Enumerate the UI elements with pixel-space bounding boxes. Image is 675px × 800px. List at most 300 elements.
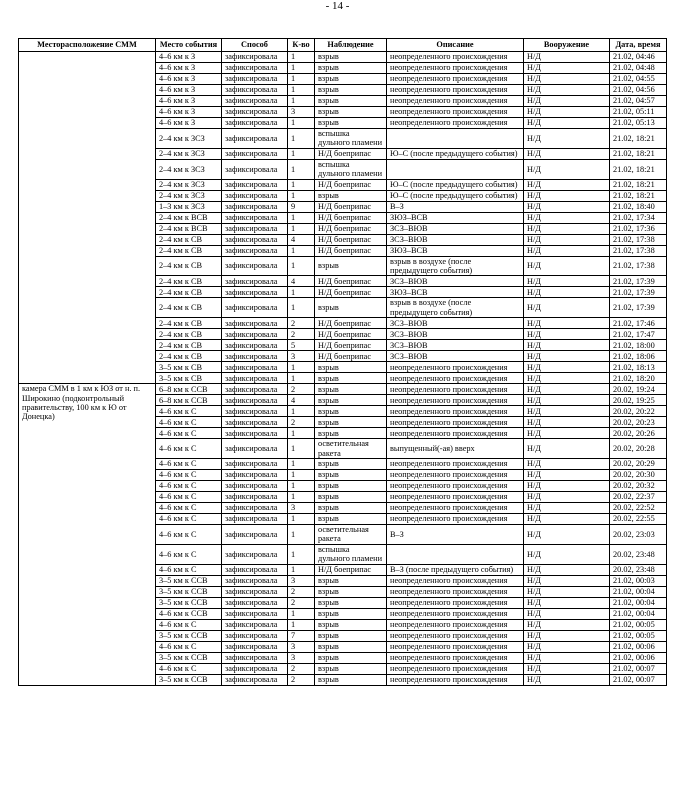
event-place-cell: 4–6 км к С [156,470,222,481]
weapons-cell: Н/Д [524,223,610,234]
count-cell: 1 [288,212,315,223]
weapons-cell: Н/Д [524,630,610,641]
description-cell: взрыв в воздухе (после предыдущего события) [387,298,524,318]
count-cell: 3 [288,107,315,118]
datetime-cell: 20.02, 19:25 [610,395,667,406]
event-place-cell: 2–4 км к СВ [156,276,222,287]
method-cell: зафиксировала [222,129,288,149]
location-cell: камера СММ в 1 км к ЮЗ от н. п. Широкино (подконтрольный правительству, 100 км к Ю от Донецка) [19,384,156,685]
count-cell: 1 [288,245,315,256]
datetime-cell: 20.02, 20:22 [610,406,667,417]
weapons-cell: Н/Д [524,298,610,318]
description-cell: неопределенного происхождения [387,652,524,663]
event-place-cell: 4–6 км к С [156,503,222,514]
observation-cell: взрыв [315,597,387,608]
count-cell: 1 [288,223,315,234]
description-cell: неопределенного происхождения [387,663,524,674]
description-cell [387,129,524,149]
event-place-cell: 6–8 км к ССВ [156,395,222,406]
event-place-cell: 4–6 км к З [156,118,222,129]
weapons-cell: Н/Д [524,329,610,340]
weapons-cell: Н/Д [524,514,610,525]
observation-cell: вспышка дульного пламени [315,544,387,564]
description-cell: неопределенного происхождения [387,608,524,619]
method-cell: зафиксировала [222,525,288,545]
weapons-cell: Н/Д [524,190,610,201]
observation-cell: взрыв [315,118,387,129]
description-cell: выпущенный(-ая) вверх [387,439,524,459]
weapons-cell: Н/Д [524,96,610,107]
count-cell: 2 [288,417,315,428]
method-cell: зафиксировала [222,575,288,586]
description-cell: ЗСЗ–ВЮВ [387,351,524,362]
count-cell: 2 [288,674,315,685]
datetime-cell: 21.02, 04:48 [610,63,667,74]
weapons-cell: Н/Д [524,373,610,384]
observation-cell: взрыв [315,406,387,417]
observation-cell: вспышка дульного пламени [315,129,387,149]
event-place-cell: 3–5 км к ССВ [156,586,222,597]
event-place-cell: 4–6 км к ССВ [156,608,222,619]
description-cell: В–З [387,525,524,545]
weapons-cell: Н/Д [524,287,610,298]
count-cell: 4 [288,395,315,406]
col-header-count: К-во [288,39,315,52]
event-place-cell: 4–6 км к С [156,544,222,564]
observation-cell: взрыв [315,384,387,395]
method-cell: зафиксировала [222,159,288,179]
datetime-cell: 21.02, 00:04 [610,597,667,608]
observation-cell: вспышка дульного пламени [315,159,387,179]
datetime-cell: 21.02, 00:05 [610,619,667,630]
count-cell: 3 [288,652,315,663]
method-cell: зафиксировала [222,256,288,276]
observation-cell: Н/Д боеприпас [315,287,387,298]
description-cell: неопределенного происхождения [387,52,524,63]
count-cell: 1 [288,118,315,129]
description-cell: Ю–С (после предыдущего события) [387,148,524,159]
observation-cell: взрыв [315,492,387,503]
method-cell: зафиксировала [222,417,288,428]
datetime-cell: 21.02, 17:39 [610,276,667,287]
weapons-cell: Н/Д [524,179,610,190]
count-cell: 1 [288,373,315,384]
datetime-cell: 21.02, 18:21 [610,148,667,159]
observation-cell: взрыв [315,373,387,384]
event-place-cell: 4–6 км к С [156,428,222,439]
method-cell: зафиксировала [222,318,288,329]
event-place-cell: 2–4 км к СВ [156,298,222,318]
observation-cell: взрыв [315,417,387,428]
weapons-cell: Н/Д [524,481,610,492]
description-cell: неопределенного происхождения [387,470,524,481]
method-cell: зафиксировала [222,608,288,619]
description-cell: неопределенного происхождения [387,406,524,417]
observation-cell: взрыв [315,85,387,96]
method-cell: зафиксировала [222,619,288,630]
observation-cell: взрыв [315,674,387,685]
datetime-cell: 21.02, 04:46 [610,52,667,63]
description-cell: неопределенного происхождения [387,459,524,470]
location-cell [19,52,156,384]
description-cell: ЗСЗ–ВЮВ [387,223,524,234]
description-cell: взрыв в воздухе (после предыдущего события) [387,256,524,276]
observation-cell: взрыв [315,459,387,470]
event-place-cell: 2–4 км к ЗСЗ [156,179,222,190]
count-cell: 7 [288,630,315,641]
table-header-row [19,39,667,52]
event-place-cell: 2–4 км к ВСВ [156,223,222,234]
datetime-cell: 21.02, 18:21 [610,179,667,190]
observation-cell: Н/Д боеприпас [315,351,387,362]
count-cell: 1 [288,514,315,525]
count-cell: 1 [288,63,315,74]
datetime-cell: 20.02, 22:52 [610,503,667,514]
description-cell: неопределенного происхождения [387,586,524,597]
datetime-cell: 21.02, 00:06 [610,652,667,663]
observation-cell: Н/Д боеприпас [315,340,387,351]
count-cell: 1 [288,148,315,159]
event-place-cell: 2–4 км к ВСВ [156,212,222,223]
count-cell: 3 [288,575,315,586]
datetime-cell: 20.02, 23:48 [610,564,667,575]
observation-cell: взрыв [315,586,387,597]
description-cell: неопределенного происхождения [387,74,524,85]
count-cell: 1 [288,492,315,503]
datetime-cell: 21.02, 00:07 [610,674,667,685]
observation-cell: взрыв [315,641,387,652]
description-cell: В–З [387,201,524,212]
datetime-cell: 20.02, 20:28 [610,439,667,459]
datetime-cell: 21.02, 18:13 [610,362,667,373]
weapons-cell: Н/Д [524,439,610,459]
observation-cell: Н/Д боеприпас [315,179,387,190]
count-cell: 1 [288,608,315,619]
observation-cell: Н/Д боеприпас [315,318,387,329]
count-cell: 1 [288,74,315,85]
weapons-cell: Н/Д [524,544,610,564]
observation-cell: взрыв [315,256,387,276]
count-cell: 1 [288,481,315,492]
count-cell: 1 [288,470,315,481]
event-place-cell: 4–6 км к З [156,63,222,74]
description-cell: неопределенного происхождения [387,118,524,129]
weapons-cell: Н/Д [524,74,610,85]
observation-cell: взрыв [315,63,387,74]
method-cell: зафиксировала [222,597,288,608]
count-cell: 1 [288,129,315,149]
method-cell: зафиксировала [222,190,288,201]
datetime-cell: 21.02, 00:03 [610,575,667,586]
col-header-weapons: Вооружение [524,39,610,52]
event-place-cell: 4–6 км к З [156,74,222,85]
count-cell: 1 [288,564,315,575]
count-cell: 1 [288,85,315,96]
method-cell: зафиксировала [222,329,288,340]
method-cell: зафиксировала [222,652,288,663]
event-place-cell: 1–3 км к ЗСЗ [156,201,222,212]
method-cell: зафиксировала [222,663,288,674]
count-cell: 4 [288,234,315,245]
col-header-datetime: Дата, время [610,39,667,52]
method-cell: зафиксировала [222,373,288,384]
datetime-cell: 21.02, 17:38 [610,245,667,256]
table-row [19,52,667,63]
weapons-cell: Н/Д [524,641,610,652]
datetime-cell: 20.02, 19:24 [610,384,667,395]
method-cell: зафиксировала [222,586,288,597]
event-place-cell: 4–6 км к С [156,439,222,459]
datetime-cell: 21.02, 05:11 [610,107,667,118]
event-place-cell: 2–4 км к СВ [156,340,222,351]
description-cell: ЗЮЗ–ВСВ [387,212,524,223]
datetime-cell: 21.02, 17:38 [610,234,667,245]
event-place-cell: 4–6 км к З [156,107,222,118]
datetime-cell: 21.02, 18:21 [610,129,667,149]
method-cell: зафиксировала [222,406,288,417]
col-header-description: Описание [387,39,524,52]
observation-cell: взрыв [315,107,387,118]
weapons-cell: Н/Д [524,107,610,118]
description-cell: неопределенного происхождения [387,674,524,685]
method-cell: зафиксировала [222,428,288,439]
weapons-cell: Н/Д [524,256,610,276]
event-place-cell: 4–6 км к С [156,417,222,428]
method-cell: зафиксировала [222,223,288,234]
weapons-cell: Н/Д [524,118,610,129]
method-cell: зафиксировала [222,276,288,287]
method-cell: зафиксировала [222,74,288,85]
observation-cell: Н/Д боеприпас [315,201,387,212]
event-place-cell: 3–5 км к ССВ [156,674,222,685]
datetime-cell: 20.02, 23:48 [610,544,667,564]
datetime-cell: 21.02, 17:47 [610,329,667,340]
description-cell: неопределенного происхождения [387,641,524,652]
event-place-cell: 3–5 км к СВ [156,362,222,373]
description-cell: неопределенного происхождения [387,63,524,74]
datetime-cell: 21.02, 18:21 [610,159,667,179]
description-cell: ЗСЗ–ВЮВ [387,329,524,340]
count-cell: 5 [288,340,315,351]
method-cell: зафиксировала [222,85,288,96]
count-cell: 1 [288,287,315,298]
weapons-cell: Н/Д [524,608,610,619]
count-cell: 1 [288,190,315,201]
method-cell: зафиксировала [222,362,288,373]
weapons-cell: Н/Д [524,245,610,256]
event-place-cell: 2–4 км к СВ [156,351,222,362]
description-cell: ЗЮЗ–ВСВ [387,245,524,256]
observation-cell: взрыв [315,96,387,107]
observation-cell: взрыв [315,428,387,439]
observation-cell: взрыв [315,52,387,63]
datetime-cell: 21.02, 04:57 [610,96,667,107]
method-cell: зафиксировала [222,503,288,514]
event-place-cell: 2–4 км к СВ [156,256,222,276]
datetime-cell: 21.02, 17:39 [610,287,667,298]
datetime-cell: 21.02, 17:46 [610,318,667,329]
event-place-cell: 4–6 км к С [156,514,222,525]
count-cell: 4 [288,276,315,287]
method-cell: зафиксировала [222,96,288,107]
datetime-cell: 21.02, 17:39 [610,298,667,318]
method-cell: зафиксировала [222,298,288,318]
method-cell: зафиксировала [222,148,288,159]
observation-cell: взрыв [315,514,387,525]
count-cell: 3 [288,503,315,514]
weapons-cell: Н/Д [524,52,610,63]
description-cell: Ю–С (после предыдущего события) [387,179,524,190]
count-cell: 1 [288,406,315,417]
event-place-cell: 2–4 км к ЗСЗ [156,148,222,159]
count-cell: 1 [288,619,315,630]
observation-cell: Н/Д боеприпас [315,245,387,256]
observation-cell: Н/Д боеприпас [315,212,387,223]
count-cell: 1 [288,544,315,564]
method-cell: зафиксировала [222,470,288,481]
observation-cell: взрыв [315,630,387,641]
event-place-cell: 2–4 км к СВ [156,329,222,340]
observation-cell: Н/Д боеприпас [315,148,387,159]
weapons-cell: Н/Д [524,525,610,545]
count-cell: 2 [288,586,315,597]
weapons-cell: Н/Д [524,459,610,470]
datetime-cell: 20.02, 20:26 [610,428,667,439]
observation-cell: взрыв [315,190,387,201]
observation-cell: взрыв [315,481,387,492]
method-cell: зафиксировала [222,212,288,223]
weapons-cell: Н/Д [524,318,610,329]
description-cell: неопределенного происхождения [387,481,524,492]
event-place-cell: 3–5 км к ССВ [156,575,222,586]
method-cell: зафиксировала [222,384,288,395]
event-place-cell: 2–4 км к ЗСЗ [156,190,222,201]
event-place-cell: 4–6 км к С [156,525,222,545]
event-place-cell: 3–5 км к ССВ [156,652,222,663]
datetime-cell: 21.02, 05:13 [610,118,667,129]
datetime-cell: 21.02, 18:00 [610,340,667,351]
observation-cell: взрыв [315,608,387,619]
count-cell: 1 [288,96,315,107]
weapons-cell: Н/Д [524,470,610,481]
weapons-cell: Н/Д [524,586,610,597]
weapons-cell: Н/Д [524,362,610,373]
description-cell: ЗСЗ–ВЮВ [387,234,524,245]
weapons-cell: Н/Д [524,148,610,159]
observation-cell: осветительная ракета [315,439,387,459]
count-cell: 1 [288,362,315,373]
count-cell: 1 [288,459,315,470]
event-place-cell: 3–5 км к ССВ [156,630,222,641]
table-row [19,384,667,395]
col-header-event-place: Место события [156,39,222,52]
datetime-cell: 20.02, 20:30 [610,470,667,481]
description-cell: неопределенного происхождения [387,417,524,428]
observation-cell: осветительная ракета [315,525,387,545]
method-cell: зафиксировала [222,52,288,63]
datetime-cell: 21.02, 00:06 [610,641,667,652]
datetime-cell: 21.02, 00:07 [610,663,667,674]
weapons-cell: Н/Д [524,340,610,351]
weapons-cell: Н/Д [524,663,610,674]
method-cell: зафиксировала [222,107,288,118]
count-cell: 1 [288,439,315,459]
observation-cell: взрыв [315,663,387,674]
observation-cell: взрыв [315,74,387,85]
method-cell: зафиксировала [222,674,288,685]
event-place-cell: 2–4 км к СВ [156,234,222,245]
description-cell [387,159,524,179]
event-place-cell: 2–4 км к СВ [156,318,222,329]
weapons-cell: Н/Д [524,575,610,586]
event-place-cell: 4–6 км к З [156,85,222,96]
datetime-cell: 20.02, 22:55 [610,514,667,525]
event-place-cell: 4–6 км к С [156,641,222,652]
event-place-cell: 2–4 км к СВ [156,287,222,298]
weapons-cell: Н/Д [524,63,610,74]
method-cell: зафиксировала [222,459,288,470]
datetime-cell: 21.02, 18:40 [610,201,667,212]
weapons-cell: Н/Д [524,428,610,439]
method-cell: зафиксировала [222,514,288,525]
weapons-cell: Н/Д [524,417,610,428]
datetime-cell: 21.02, 04:55 [610,74,667,85]
event-place-cell: 4–6 км к С [156,564,222,575]
event-place-cell: 4–6 км к З [156,52,222,63]
method-cell: зафиксировала [222,234,288,245]
count-cell: 1 [288,525,315,545]
observation-cell: Н/Д боеприпас [315,276,387,287]
col-header-method: Способ [222,39,288,52]
description-cell: В–З (после предыдущего события) [387,564,524,575]
weapons-cell: Н/Д [524,234,610,245]
datetime-cell: 20.02, 23:03 [610,525,667,545]
weapons-cell: Н/Д [524,159,610,179]
count-cell: 2 [288,318,315,329]
description-cell: ЗСЗ–ВЮВ [387,276,524,287]
datetime-cell: 21.02, 18:06 [610,351,667,362]
weapons-cell: Н/Д [524,351,610,362]
datetime-cell: 21.02, 00:04 [610,608,667,619]
observation-cell: взрыв [315,362,387,373]
weapons-cell: Н/Д [524,129,610,149]
datetime-cell: 20.02, 20:29 [610,459,667,470]
observation-cell: взрыв [315,575,387,586]
method-cell: зафиксировала [222,481,288,492]
weapons-cell: Н/Д [524,619,610,630]
event-place-cell: 4–6 км к С [156,492,222,503]
description-cell: неопределенного происхождения [387,503,524,514]
weapons-cell: Н/Д [524,85,610,96]
method-cell: зафиксировала [222,492,288,503]
col-header-location: Месторасположение СММ [19,39,156,52]
event-place-cell: 4–6 км к С [156,406,222,417]
observation-cell: взрыв [315,395,387,406]
method-cell: зафиксировала [222,641,288,652]
observation-cell: взрыв [315,619,387,630]
method-cell: зафиксировала [222,630,288,641]
datetime-cell: 20.02, 20:23 [610,417,667,428]
description-cell: ЗСЗ–ВЮВ [387,340,524,351]
event-place-cell: 4–6 км к С [156,619,222,630]
count-cell: 1 [288,52,315,63]
description-cell: Ю–С (после предыдущего события) [387,190,524,201]
observation-cell: Н/Д боеприпас [315,564,387,575]
datetime-cell: 20.02, 20:32 [610,481,667,492]
count-cell: 1 [288,298,315,318]
description-cell: неопределенного происхождения [387,96,524,107]
description-cell: неопределенного происхождения [387,575,524,586]
